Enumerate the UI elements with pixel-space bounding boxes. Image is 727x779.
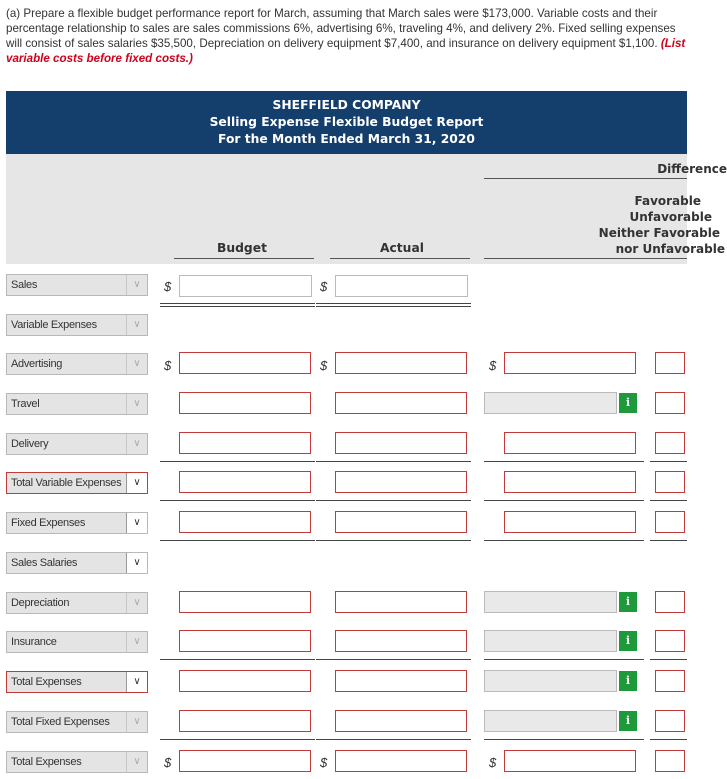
advertising-fav-unfav-select[interactable] (655, 352, 685, 374)
total-variable-actual-input[interactable] (335, 471, 467, 493)
report-period: For the Month Ended March 31, 2020 (218, 132, 475, 146)
row-label-select[interactable]: Sales Salaries ∨ (6, 552, 148, 574)
subtotal-underline (650, 500, 687, 501)
depreciation-fav-unfav-select[interactable] (655, 591, 685, 613)
row-label-select[interactable]: Depreciation ∨ (6, 592, 148, 614)
chevron-down-icon: ∨ (126, 513, 147, 533)
advertising-actual-input[interactable] (335, 352, 467, 374)
row-label-select[interactable]: Delivery ∨ (6, 433, 148, 455)
actual-column-header: Actual (380, 241, 424, 255)
subtotal-underline (160, 540, 315, 541)
dollar-sign: $ (164, 279, 172, 294)
info-icon[interactable]: i (619, 592, 637, 612)
info-icon[interactable]: i (619, 631, 637, 651)
depreciation-actual-input[interactable] (335, 591, 467, 613)
diff-favorable-label: Favorable (634, 194, 701, 208)
grand-total-difference-input[interactable] (504, 750, 636, 772)
travel-actual-input[interactable] (335, 392, 467, 414)
difference-column-header: Difference (657, 162, 727, 176)
subtotal-underline (160, 739, 315, 740)
double-underline (160, 303, 315, 307)
advertising-difference-input[interactable] (504, 352, 636, 374)
row-label-select[interactable]: Total Variable Expenses ∨ (6, 472, 148, 494)
subtotal-underline (316, 659, 471, 660)
chevron-down-icon: ∨ (126, 434, 147, 454)
dollar-sign: $ (320, 755, 328, 770)
fixed-actual-input[interactable] (335, 511, 467, 533)
row-label-select[interactable]: Advertising ∨ (6, 353, 148, 375)
row-label-select[interactable]: Total Expenses ∨ (6, 751, 148, 773)
depreciation-budget-input[interactable] (179, 591, 311, 613)
report-title: Selling Expense Flexible Budget Report (209, 115, 484, 129)
dollar-sign: $ (164, 358, 172, 373)
grand-total-budget-input[interactable] (179, 750, 311, 772)
chevron-down-icon: ∨ (126, 672, 147, 692)
total-fixed-budget-input[interactable] (179, 710, 311, 732)
info-icon[interactable]: i (619, 671, 637, 691)
total-expenses-budget-input[interactable] (179, 670, 311, 692)
subtotal-underline (484, 659, 644, 660)
row-label-select[interactable]: Total Expenses ∨ (6, 671, 148, 693)
total-variable-difference-input[interactable] (504, 471, 636, 493)
delivery-difference-input[interactable] (504, 432, 636, 454)
subtotal-underline (160, 659, 315, 660)
info-icon[interactable]: i (619, 711, 637, 731)
info-icon[interactable]: i (619, 393, 637, 413)
chevron-down-icon: ∨ (126, 354, 147, 374)
actual-header-rule (330, 258, 470, 259)
row-label-select[interactable]: Fixed Expenses ∨ (6, 512, 148, 534)
chevron-down-icon: ∨ (126, 712, 147, 732)
dollar-sign: $ (320, 358, 328, 373)
row-label-select[interactable]: Insurance ∨ (6, 631, 148, 653)
dollar-sign: $ (489, 755, 497, 770)
instructions-emphasis: (List variable costs before fixed costs.) (6, 37, 686, 65)
subtotal-underline (650, 461, 687, 462)
double-underline (316, 303, 471, 307)
row-label-select[interactable]: Total Fixed Expenses ∨ (6, 711, 148, 733)
delivery-actual-input[interactable] (335, 432, 467, 454)
diff-unfavorable-label: Unfavorable (629, 210, 712, 224)
insurance-difference-input[interactable] (484, 630, 617, 652)
chevron-down-icon: ∨ (126, 752, 147, 772)
total-variable-budget-input[interactable] (179, 471, 311, 493)
row-label-select[interactable]: Sales ∨ (6, 274, 148, 296)
subtotal-underline (484, 500, 644, 501)
chevron-down-icon: ∨ (126, 553, 147, 573)
chevron-down-icon: ∨ (126, 593, 147, 613)
insurance-actual-input[interactable] (335, 630, 467, 652)
subtotal-underline (484, 540, 644, 541)
total-variable-fav-unfav-select[interactable] (655, 471, 685, 493)
chevron-down-icon: ∨ (126, 632, 147, 652)
diff-neither-label: Neither Favorable (598, 226, 720, 240)
total-fixed-actual-input[interactable] (335, 710, 467, 732)
delivery-fav-unfav-select[interactable] (655, 432, 685, 454)
chevron-down-icon: ∨ (126, 315, 147, 335)
row-label-select[interactable]: Variable Expenses ∨ (6, 314, 148, 336)
budget-header-rule (174, 258, 314, 259)
total-fixed-fav-unfav-select[interactable] (655, 710, 685, 732)
delivery-budget-input[interactable] (179, 432, 311, 454)
subtotal-underline (650, 739, 687, 740)
sales-budget-input[interactable] (179, 275, 312, 297)
column-header-area (6, 154, 687, 264)
diff-nor-label: nor Unfavorable (615, 242, 725, 256)
grand-total-fav-unfav-select[interactable] (655, 750, 685, 772)
total-expenses-actual-input[interactable] (335, 670, 467, 692)
subtotal-underline (316, 461, 471, 462)
subtotal-underline (160, 461, 315, 462)
grand-total-actual-input[interactable] (335, 750, 467, 772)
dollar-sign: $ (320, 279, 328, 294)
travel-fav-unfav-select[interactable] (655, 392, 685, 414)
fixed-difference-input[interactable] (504, 511, 636, 533)
fixed-fav-unfav-select[interactable] (655, 511, 685, 533)
difference-header-rule (484, 258, 687, 259)
insurance-fav-unfav-select[interactable] (655, 630, 685, 652)
chevron-down-icon: ∨ (126, 275, 147, 295)
subtotal-underline (650, 659, 687, 660)
sales-actual-input[interactable] (335, 275, 468, 297)
subtotal-underline (316, 500, 471, 501)
total-expenses-difference-input[interactable] (484, 670, 617, 692)
subtotal-underline (316, 540, 471, 541)
insurance-budget-input[interactable] (179, 630, 311, 652)
subtotal-underline (484, 739, 644, 740)
difference-top-rule (484, 178, 687, 179)
chevron-down-icon: ∨ (126, 473, 147, 493)
travel-difference-input[interactable] (484, 392, 617, 414)
budget-column-header: Budget (217, 241, 267, 255)
depreciation-difference-input[interactable] (484, 591, 617, 613)
chevron-down-icon: ∨ (126, 394, 147, 414)
row-label-select[interactable]: Travel ∨ (6, 393, 148, 415)
company-name: SHEFFIELD COMPANY (272, 98, 421, 112)
instructions-text (6, 6, 687, 66)
report-header-banner (6, 91, 687, 154)
travel-budget-input[interactable] (179, 392, 311, 414)
fixed-budget-input[interactable] (179, 511, 311, 533)
advertising-budget-input[interactable] (179, 352, 311, 374)
dollar-sign: $ (164, 755, 172, 770)
subtotal-underline (650, 540, 687, 541)
subtotal-underline (484, 461, 644, 462)
dollar-sign: $ (489, 358, 497, 373)
subtotal-underline (160, 500, 315, 501)
total-expenses-fav-unfav-select[interactable] (655, 670, 685, 692)
subtotal-underline (316, 739, 471, 740)
instructions-body: (a) Prepare a flexible budget performance report for March, assuming that March sales were $173,000. Variable costs and their percentage relationship to sales are sales commissions 6%, advertising 6%, traveling 4%, and delivery 2%. Fixed selling expenses will consist of sales salaries $35,500, Depreciation on delivery equipment $7,400, and insurance on delivery equipment $1,100. (6, 7, 676, 50)
total-fixed-difference-input[interactable] (484, 710, 617, 732)
